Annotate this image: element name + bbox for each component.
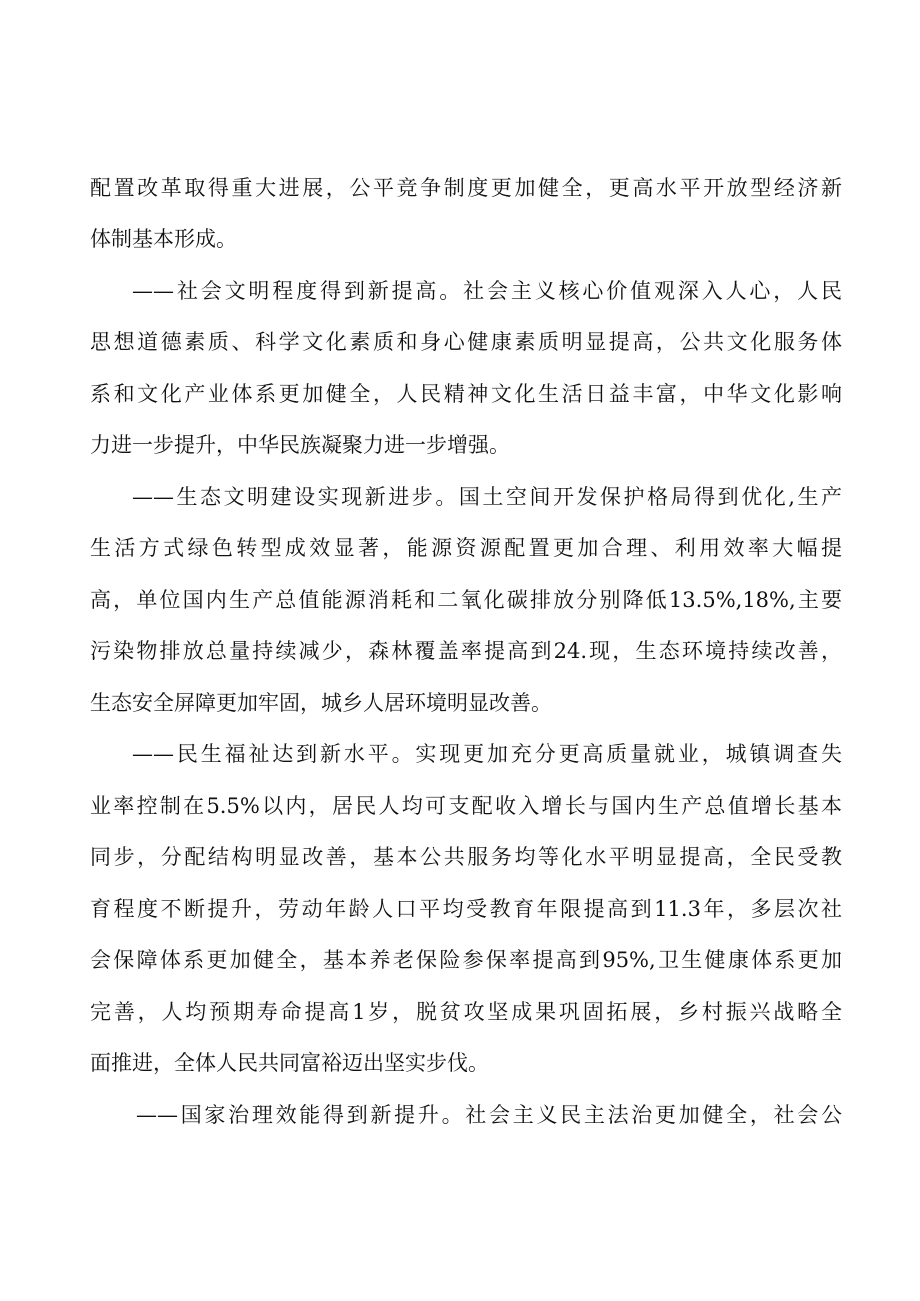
text-line: 思想道德素质、科学文化素质和身心健康素质明显提高，公共文化服务体 xyxy=(90,330,842,354)
text-line: 业率控制在5.5%以内，居民人均可支配收入增长与国内生产总值增长基本 xyxy=(90,794,842,818)
text-line: 高，单位国内生产总值能源消耗和二氧化碳排放分别降低13.5%,18%,主要 xyxy=(90,588,842,612)
text-line: 同步，分配结构明显改善，基本公共服务均等化水平明显提高，全民受教 xyxy=(90,845,842,869)
paragraph-governance: ——国家治理效能得到新提升。社会主义民主法治更加健全，社会公 xyxy=(136,1103,842,1127)
paragraph-social-civilization: ——社会文明程度得到新提高。社会主义核心价值观深入人心，人民 xyxy=(132,279,842,303)
text-line: 完善，人均预期寿命提高1岁，脱贫攻坚成果巩固拓展，乡村振兴战略全 xyxy=(90,1000,842,1024)
paragraph-ecological-civilization: ——生态文明建设实现新进步。国土空间开发保护格局得到优化,生产 xyxy=(132,485,842,509)
text-line: 配置改革取得重大进展，公平竞争制度更加健全，更高水平开放型经济新 xyxy=(90,176,842,200)
text-line: 体制基本形成。 xyxy=(90,227,237,251)
text-line: 污染物排放总量持续减少，森林覆盖率提高到24.现，生态环境持续改善， xyxy=(90,639,842,663)
text-line: 会保障体系更加健全，基本养老保险参保率提高到95%,卫生健康体系更加 xyxy=(90,948,842,972)
paragraph-livelihood: ——民生福祉达到新水平。实现更加充分更高质量就业，城镇调查失 xyxy=(132,742,842,766)
text-line: 生活方式绿色转型成效显著，能源资源配置更加合理、利用效率大幅提 xyxy=(90,536,842,560)
text-line: 生态安全屏障更加牢固，城乡人居环境明显改善。 xyxy=(90,691,552,715)
text-line: 系和文化产业体系更加健全，人民精神文化生活日益丰富，中华文化影响 xyxy=(90,382,842,406)
text-line: 育程度不断提升，劳动年龄人口平均受教育年限提高到11.3年，多层次社 xyxy=(90,897,842,921)
text-line: 面推进，全体人民共同富裕迈出坚实步伐。 xyxy=(90,1051,489,1075)
text-line: 力进一步提升，中华民族凝聚力进一步增强。 xyxy=(90,433,510,457)
